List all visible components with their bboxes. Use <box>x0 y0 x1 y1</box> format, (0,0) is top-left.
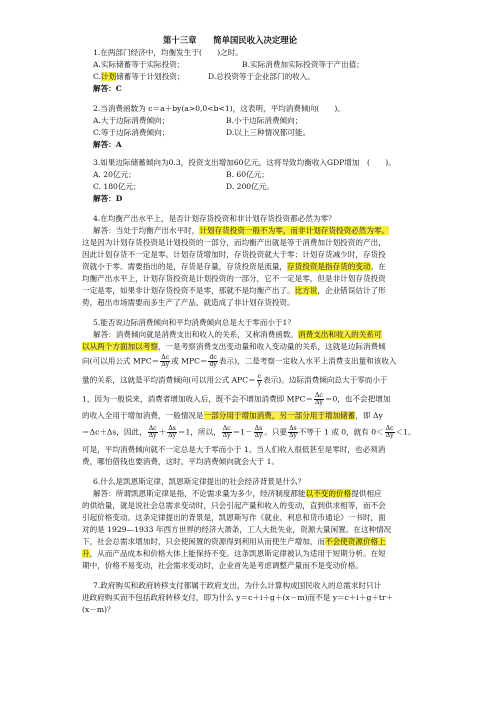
q5-line-7-mid: ＝1，所以， <box>177 427 221 437</box>
q6-line-6-text: ，从而产品成本和价格大体上能保持不变。这条凯恩斯定律被认为适用于短期分析。在短 <box>89 549 386 558</box>
q2-answer: 解答：A <box>93 140 122 149</box>
q5-line-7-range: 不等于 1 或 0，就有 0＜ <box>298 427 384 437</box>
q5-line-7-end: ＜1。 <box>395 427 416 437</box>
highlight-two-aspects: 以从两个方面加以考察 <box>82 342 158 351</box>
q6-line-7: 期中，价格不易变动，社会需求变动时，企业首先是考虑调整产量而不是变动价格。 <box>82 561 363 570</box>
q5-line-4 <box>82 374 388 387</box>
q6-line-6 <box>82 548 386 559</box>
chapter-title: 第十三章 简单国民收入决定理论 <box>163 35 297 45</box>
q3-answer: 解答：D <box>93 194 123 203</box>
fraction-ds-dy-3 <box>288 426 298 439</box>
fraction-dc-dy-3 <box>148 426 158 439</box>
fraction-denominator: y <box>257 380 262 387</box>
q1-option-a: A.实际储蓄等于实际投资； <box>93 60 185 69</box>
q2-stem: 2.当消费函数为 c＝a＋by(a>0,0<b<1)，这表明，平均消费倾向( )。 <box>93 104 345 113</box>
q5-line-1 <box>93 329 382 340</box>
highlight-consumption-relation: 消费支出和收入的关系可 <box>298 330 382 339</box>
fraction-denominator: Δy <box>161 361 170 368</box>
q1-option-c-prefix: C. <box>93 72 101 81</box>
fraction-ds-dy-2 <box>254 426 264 439</box>
fraction-dc-dy-derivative <box>208 355 217 368</box>
q5-line-5-rest: ＝0，也不会把增加 <box>324 394 391 404</box>
fraction-dc-dy-2 <box>314 393 324 406</box>
q4-line-3: 因此计划存货不一定是零。计划存货增加时，存货投资就大于零；计划存货减少时，存货投 <box>82 250 386 259</box>
fraction-numerator: Δs <box>168 425 176 432</box>
q1-option-c <box>93 71 185 82</box>
fraction-numerator: Δc <box>161 354 170 361</box>
q4-line-4-end: 。在 <box>370 262 386 271</box>
fraction-dc-dy-4 <box>222 426 232 439</box>
q1-option-c-rest: 储蓄等于计划投资； <box>116 72 185 81</box>
fraction-denominator: Δy <box>222 432 231 439</box>
highlight-for-example: 比方说 <box>294 286 318 295</box>
q5-line-7-cond: 。只要 <box>264 427 288 437</box>
q1-option-d: D.总投资等于企业部门的收入。 <box>208 72 315 81</box>
q6-line-1-end: 提供相应 <box>351 489 382 498</box>
q2-option-b: B.小于边际消费倾向； <box>226 116 303 125</box>
q6-line-2: 的供给量，就是说社会总需求变动时，只会引起产量和收入的变动，直到供求相等，而不会 <box>82 501 386 510</box>
q3-option-a: A. 20亿元； <box>93 170 136 179</box>
q5-line-4-text: 量的关系，这就是平均消费倾向(可以用公式 APC＝ <box>82 375 256 385</box>
q5-line-2 <box>82 341 386 352</box>
fraction-denominator: Δy <box>254 432 263 439</box>
q7-line-3: (x－m)？ <box>82 605 115 614</box>
q5-line-8: 可是，平均消费倾向就不一定总是大于零而小于 1。当人们收入很低甚至是零时，也必须消 <box>82 445 386 454</box>
q4-line-4-text: 资就小于零。需要指出的是，存货是存量，存货投资是流量， <box>82 262 288 271</box>
highlight-rise: 升 <box>82 549 90 558</box>
highlight-part-consumption: 一部分用于增加消费，另一部分用于增加储蓄 <box>203 411 356 420</box>
q5-line-6 <box>82 410 383 421</box>
fraction-numerator: Δc <box>148 425 157 432</box>
highlight-no-price-rise: 不会使资源价格上 <box>325 537 386 546</box>
q5-line-3 <box>82 355 397 368</box>
fraction-dc-dy <box>160 355 170 368</box>
q7-line-2: 进政府购买而不包括政府转移支付，即为什么 y＝c＋i＋g＋(x－m)而不是 y＝c＋i＋g＋tr＋ <box>82 593 394 602</box>
fraction-dc-dy-5 <box>385 426 395 439</box>
q1-answer: 解答：C <box>93 84 122 93</box>
fraction-denominator: Δy <box>314 399 323 406</box>
highlight-constant-price: 以不变的价格 <box>305 489 352 498</box>
q3-option-b: B. 60亿元； <box>226 170 269 179</box>
q5-line-7-text: ＝Δc＋Δs，因此， <box>82 427 147 437</box>
q5-line-3-text: 向(可以用公式 MPC＝ <box>82 356 160 366</box>
q5-line-6-text: 的收入全用于增加消费，一般情况是 <box>82 411 204 420</box>
highlight-inventory-change: 存货投资是指存货的变动 <box>287 262 371 271</box>
q5-line-1-text: 解答：消费倾向就是消费支出和收入的关系，又称消费函数。 <box>93 330 299 339</box>
q1-stem: 1.在两部门经济中，均衡发生于( )之时。 <box>93 48 243 57</box>
q2-option-d: D.以上三种情况都可能。 <box>226 128 311 137</box>
q5-line-6-end: ，即 Δy <box>355 411 383 420</box>
q4-line-5: 均衡产出水平上，计划存货投资是计划投资的一部分，它不一定是零，但是非计划存货投资 <box>82 274 386 283</box>
q6-line-4: 对的是 1929—1933 年西方世界的经济大萧条，工人大批失业，资源大量闲置。在这种情况 <box>82 525 392 534</box>
q2-option-a: A.大于边际消费倾向； <box>93 116 170 125</box>
fraction-numerator: Δs <box>254 425 263 432</box>
fraction-denominator: Δy <box>168 432 177 439</box>
fraction-numerator: Δc <box>385 425 394 432</box>
fraction-c-y <box>257 374 262 387</box>
q2-option-c: C.等于边际消费倾向； <box>93 128 170 137</box>
fraction-denominator: dy <box>209 361 217 368</box>
q5-line-2-text: ，一是考察消费支出变动量和收入变动量的关系，这就是边际消费倾 <box>157 342 386 351</box>
q4-line-6-text: 一定是零，如果非计划存货投资不是零，那就不是均衡产出了。 <box>82 286 295 295</box>
fraction-denominator: Δy <box>288 432 297 439</box>
q6-line-5 <box>82 536 386 547</box>
q6-line-3: 引起价格变动。这条定律提出的背景是，凯恩斯写作《就业、利息和货币通论》一书时，面 <box>82 513 386 522</box>
q5-line-3-rest: 表示)，二是考察一定收入水平上消费支出量和该收入 <box>218 356 397 366</box>
q6-line-1 <box>93 488 382 499</box>
q4-stem: 4.在均衡产出水平上，是否计划存货投资和非计划存货投资都必然为零？ <box>93 214 336 223</box>
fraction-numerator: dc <box>209 354 217 361</box>
q5-line-5 <box>82 393 391 406</box>
q5-stem: 5.能否说边际消费倾向和平均消费倾向总是大于零而小于1？ <box>93 318 295 327</box>
q5-line-9: 费，哪怕借钱也要消费，这时，平均消费倾向就会大于 1。 <box>82 457 280 466</box>
fraction-numerator: Δc <box>314 392 323 399</box>
fraction-ds-dy <box>167 426 177 439</box>
q3-stem: 3.如果边际储蓄倾向为0.3，投资支出增加60亿元，这将导致均衡收入GDP增加 ( )。 <box>93 158 396 167</box>
fraction-denominator: Δy <box>148 432 157 439</box>
q7-line-1: 7.政府购买和政府转移支付都属于政府支出，为什么计算构成国民收入的总需求时只计 <box>93 581 382 590</box>
q4-line-2: 这是因为计划存货投资是计划投资的一部分，而均衡产出就是等于消费加计划投资的产出， <box>82 238 386 247</box>
q1-option-b: B.实际消费加实际投资等于产出值； <box>242 60 364 69</box>
q3-option-d: D. 200亿元。 <box>226 182 274 191</box>
q6-line-1-text: 解答：所谓凯恩斯定律是指，不论需求量为多少，经济制度都能 <box>93 489 306 498</box>
q4-line-1-text: 解答：当处于均衡产出水平时， <box>93 226 200 235</box>
q5-line-7: ＝Δc＋Δs，因此， $\frac{\Delta c}{\Delta y}$ ＋ $\frac{\Delta s}{\Delta y}$ ＝1，所以， $\frac{\Delta c}{\Delta y}$ ＝1－ $\frac{\Delta s}{\Delta y}$ 。只要 $\frac{\Delta s}{\Delta y}$ 不等于 1 或 0，就有 0＜ $\frac{\Delta c}{\Delta y}$ ＜1。 <box>82 425 416 439</box>
q5-line-4-rest: 表示)。边际消费倾向总大于零而小于 <box>263 375 388 385</box>
q6-stem: 6.什么是凯恩斯定律，凯恩斯定律提出的社会经济背景是什么？ <box>93 477 306 486</box>
q5-line-7-minus: ＝1－ <box>232 427 253 437</box>
fraction-numerator: Δs <box>289 425 297 432</box>
q4-line-6-end: ，企业错误估计了形 <box>317 286 386 295</box>
fraction-denominator: Δy <box>385 432 394 439</box>
q5-line-3-or: 或 MPC＝ <box>171 356 208 366</box>
q4-line-7: 势，超出市场需要而多生产了产品，就造成了非计划存货投资。 <box>82 298 295 307</box>
highlight-plan: 计划 <box>100 72 117 81</box>
fraction-numerator: Δc <box>222 425 231 432</box>
q6-line-5-text: 下，社会总需求增加时，只会使闲置的资源得到利用从而使生产增加，而 <box>82 537 325 546</box>
q5-line-5-text: 1，因为一般说来，消费者增加收入后，既不会不增加消费即 MPC＝ <box>82 394 313 404</box>
highlight-inventory: 计划存货投资一般不为零，而非计划存货投资必然为零。 <box>199 226 390 235</box>
q4-line-1 <box>93 225 389 236</box>
q3-option-c: C. 180亿元； <box>93 182 141 191</box>
fraction-numerator: c <box>257 373 262 380</box>
q4-line-6 <box>82 285 386 296</box>
q4-line-4 <box>82 261 386 272</box>
